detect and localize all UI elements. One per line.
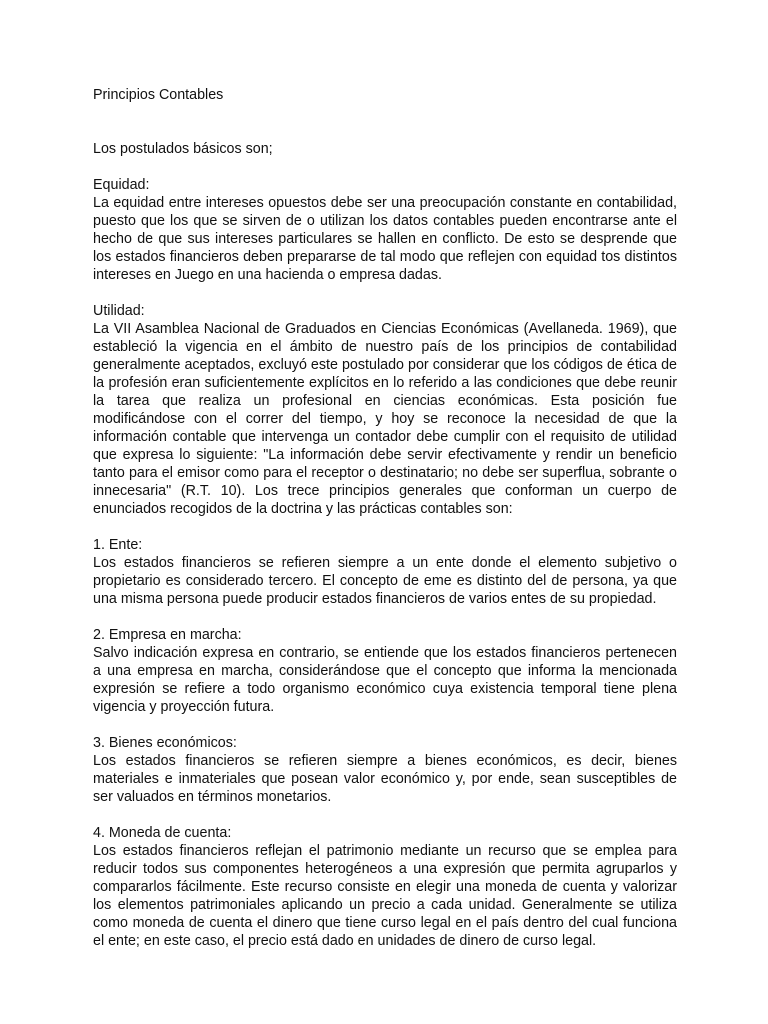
document-page xyxy=(93,86,677,950)
section-empresa-en-marcha xyxy=(93,626,677,716)
section-body: La equidad entre intereses opuestos debe ser una preocupación constante en contabilidad, puesto que los que se sirven de o utilizan los datos contables pueden encontrarse ante el hecho de que sus intereses particulares se hallen en conflicto. De esto se desprende que los estados financieros deben prepararse de tal modo que reflejen con equidad tos distintos intereses en Juego en una hacienda o empresa dadas. xyxy=(93,195,677,283)
section-body: La VII Asamblea Nacional de Graduados en Ciencias Económicas (Avellaneda. 1969), que estableció la vigencia en el ámbito de nuestro país de los principios de contabilidad generalmente aceptados, excluyó este postulado por considerar que los códigos de ética de la profesión eran suficientemente explícitos en lo referido a las condiciones que debe reunir la tarea que realiza un profesional en ciencias económicas. Esta posición fue modificándose con el correr del tiempo, y hoy se reconoce la necesidad de que la información contable que intervenga un contador debe cumplir con el requisito de utilidad que expresa lo siguiente: "La información debe servir efectivamente y rendir un beneficio tanto para el emisor como para el receptor o destinatario; no debe ser superflua, sobrante o innecesaria" (R.T. 10). Los trece principios generales que conforman un cuerpo de enunciados recogidos de la doctrina y las prácticas contables son: xyxy=(93,321,677,517)
section-heading: Utilidad: xyxy=(93,303,145,319)
section-ente xyxy=(93,536,677,608)
intro-paragraph: Los postulados básicos son; xyxy=(93,141,273,157)
section-utilidad xyxy=(93,302,677,518)
section-heading: Equidad: xyxy=(93,177,150,193)
section-body: Los estados financieros reflejan el patrimonio mediante un recurso que se emplea para reducir todos sus componentes heterogéneos a una expresión que permita agruparlos y compararlos fácilmente. Este recurso consiste en elegir una moneda de cuenta y valorizar los elementos patrimoniales aplicando un precio a cada unidad. Generalmente se utiliza como moneda de cuenta el dinero que tiene curso legal en el país dentro del cual funciona el ente; en este caso, el precio está dado en unidades de dinero de curso legal. xyxy=(93,843,677,949)
document-title: Principios Contables xyxy=(93,87,224,103)
section-body: Salvo indicación expresa en contrario, se entiende que los estados financieros pertenecen a una empresa en marcha, considerándose que el concepto que informa la mencionada expresión se refiere a todo organismo económico cuya existencia temporal tiene plena vigencia y proyección futura. xyxy=(93,645,677,715)
section-bienes-economicos xyxy=(93,734,677,806)
section-body: Los estados financieros se refieren siempre a un ente donde el elemento subjetivo o propietario es considerado tercero. El concepto de eme es distinto del de persona, ya que una misma persona puede producir estados financieros de varios entes de su propiedad. xyxy=(93,555,677,607)
section-equidad xyxy=(93,176,677,284)
section-body: Los estados financieros se refieren siempre a bienes económicos, es decir, bienes materiales e inmateriales que posean valor económico y, por ende, sean susceptibles de ser valuados en términos monetarios. xyxy=(93,753,677,805)
section-heading: 1. Ente: xyxy=(93,537,143,553)
section-heading: 3. Bienes económicos: xyxy=(93,735,237,751)
section-moneda-de-cuenta xyxy=(93,824,677,950)
section-heading: 2. Empresa en marcha: xyxy=(93,627,242,643)
section-heading: 4. Moneda de cuenta: xyxy=(93,825,232,841)
